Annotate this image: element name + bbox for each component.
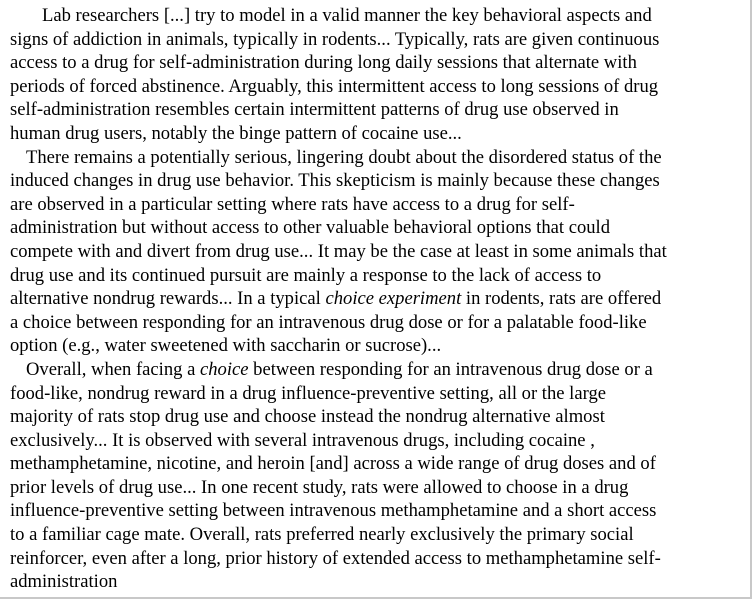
text-line: methamphetamine, nicotine, and heroin [and] across a wide range of drug doses and of bbox=[10, 453, 656, 475]
text-run: between responding for an intravenous drug dose or a bbox=[248, 358, 653, 380]
text-line: option (e.g., water sweetened with saccharin or sucrose)... bbox=[10, 335, 442, 357]
text-line: drug use and its continued pursuit are mainly a response to the lack of access to bbox=[10, 264, 602, 286]
text-line: compete with and divert from drug use... It may be the case at least in some animals that bbox=[10, 240, 667, 262]
text-line: exclusively... It is observed with several intravenous drugs, including cocaine , bbox=[10, 429, 595, 451]
document-body bbox=[10, 4, 746, 594]
text-line: induced changes in drug use behavior. This skepticism is mainly because these changes bbox=[10, 170, 660, 192]
paragraph-1 bbox=[10, 4, 746, 146]
text-line: to a familiar cage mate. Overall, rats preferred nearly exclusively the primary social bbox=[10, 524, 634, 546]
text-line: Lab researchers [...] try to model in a valid manner the key behavioral aspects and bbox=[42, 5, 652, 26]
text-line: a choice between responding for an intravenous drug dose or for a palatable food-like bbox=[10, 311, 647, 333]
paragraph-2 bbox=[10, 146, 746, 358]
text-line: are observed in a particular setting where rats have access to a drug for self- bbox=[10, 193, 575, 215]
text-line: majority of rats stop drug use and choose instead the nondrug alternative almost bbox=[10, 406, 605, 428]
text-line: human drug users, notably the binge pattern of cocaine use... bbox=[10, 122, 462, 144]
text-line-with-italic bbox=[10, 287, 746, 311]
text-line: food-like, nondrug reward in a drug influence-preventive setting, all or the large bbox=[10, 382, 606, 404]
paragraph-3 bbox=[10, 358, 746, 594]
text-run: Overall, when facing a bbox=[26, 358, 200, 380]
text-line: self-administration resembles certain intermittent patterns of drug use observed in bbox=[10, 99, 619, 121]
text-line: administration but without access to other valuable behavioral options that could bbox=[10, 217, 611, 239]
text-line: periods of forced abstinence. Arguably, this intermittent access to long sessions of drug bbox=[10, 75, 659, 97]
text-line-with-italic bbox=[10, 358, 746, 382]
text-line: There remains a potentially serious, lingering doubt about the disordered status of the bbox=[26, 146, 662, 168]
text-run: in rodents, rats are offered bbox=[461, 288, 662, 310]
italic-phrase: choice experiment bbox=[325, 288, 462, 310]
text-line: prior levels of drug use... In one recent study, rats were allowed to choose in a drug bbox=[10, 476, 629, 498]
text-line: influence-preventive setting between intravenous methamphetamine and a short access bbox=[10, 500, 657, 522]
text-run: alternative nondrug rewards... In a typical bbox=[10, 288, 326, 310]
text-line: signs of addiction in animals, typically in rodents... Typically, rats are given continuous bbox=[10, 28, 660, 50]
text-line: access to a drug for self-administration during long daily sessions that alternate with bbox=[10, 52, 637, 74]
italic-phrase: choice bbox=[199, 358, 249, 380]
text-line: reinforcer, even after a long, prior history of extended access to methamphetamine self- bbox=[10, 547, 661, 569]
text-line: administration bbox=[10, 571, 118, 593]
